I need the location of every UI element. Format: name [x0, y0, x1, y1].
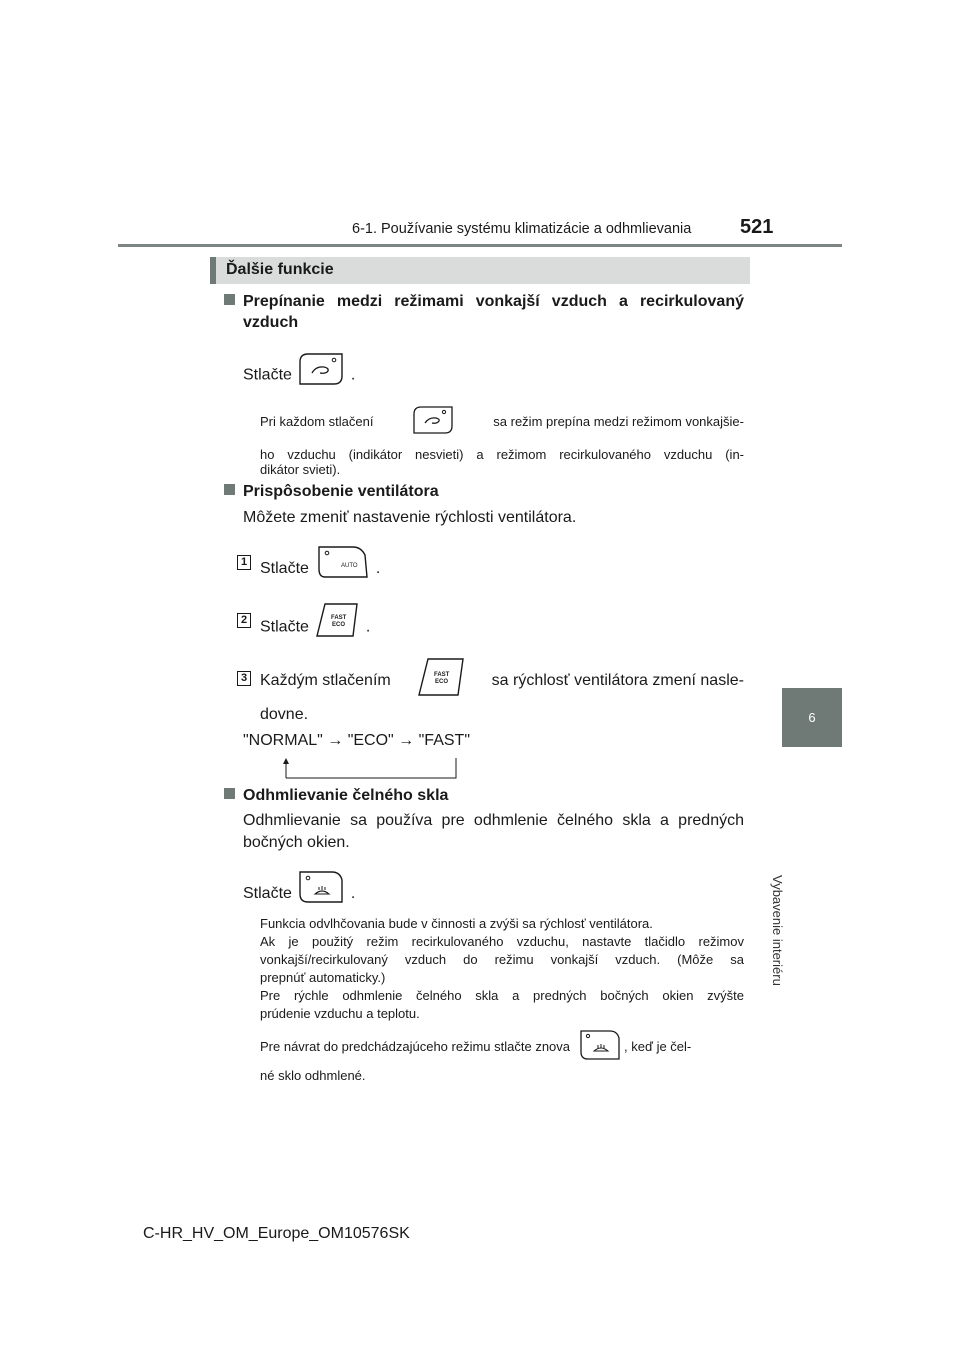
- defog-return-line1: Pre návrat do predchádzajúceho režimu stlačte znova , keď je čel-: [260, 1030, 744, 1064]
- step-3-line2: dovne.: [260, 706, 309, 723]
- defog-note-line: prúdenie vzduchu a teplotu.: [260, 1006, 420, 1021]
- recirc-press-line: Stlačte .: [243, 352, 355, 392]
- chapter-tab: 6: [782, 688, 842, 747]
- recirc-note-line3: dikátor svieti).: [260, 462, 341, 477]
- defog-body-line2: bočných okien.: [243, 834, 350, 851]
- fast-label: FAST: [331, 615, 347, 621]
- fan-sequence: "NORMAL" → "ECO" → "FAST": [243, 732, 470, 749]
- fan-intro: Môžete zmeniť nastavenie rýchlosti ventilátora.: [243, 509, 577, 526]
- recirculation-button-icon: [296, 352, 346, 399]
- document-footer: C-HR_HV_OM_Europe_OM10576SK: [143, 1225, 410, 1242]
- defroster-button-icon: [578, 1029, 622, 1066]
- section-header: [210, 257, 750, 284]
- defog-body-line1: Odhmlievanie sa používa pre odhmlenie čelného skla a predných: [243, 812, 744, 829]
- step-number: 1: [237, 555, 251, 570]
- step-number: 3: [237, 671, 251, 686]
- recirc-note-line1: Pri každom stlačení sa režim prepína medzi režimom vonkajšie-: [260, 406, 744, 438]
- chapter-title: 6-1. Používanie systému klimatizácie a odhmlievania: [352, 221, 692, 237]
- auto-button-icon: [313, 545, 371, 593]
- defog-note: [260, 915, 744, 1023]
- fan-heading: Prispôsobenie ventilátora: [224, 479, 439, 505]
- recirc-note-line2: ho vzduchu (indikátor nesvieti) a režimom recirkulovaného vzduchu (in-: [260, 447, 744, 462]
- defog-heading: Odhmlievanie čelného skla: [224, 783, 448, 809]
- defog-note-line: prepnúť automaticky.): [260, 970, 386, 985]
- defog-note-line: vonkajší/recirkulovaný vzduch do režimu vonkajší vzduch. (Môže sa: [260, 952, 744, 967]
- page-number: 521: [740, 216, 774, 238]
- sequence-loop-arrow-icon: [280, 756, 460, 785]
- defog-note-line: Pre rýchle odhmlenie čelného skla a predných bočných okien zvýšte: [260, 988, 744, 1003]
- step-2: Stlačte FAST ECO .: [260, 602, 370, 640]
- fast-label: FAST: [434, 672, 450, 678]
- defog-press-line: Stlačte .: [243, 870, 355, 906]
- recirculation-button-icon: [411, 405, 455, 440]
- step-3: Každým stlačením FAST ECO sa rýchlosť ventilátora zmení nasle-: [260, 661, 744, 701]
- defroster-button-icon: [296, 870, 346, 918]
- square-bullet-icon: [224, 788, 235, 799]
- auto-label: AUTO: [341, 563, 358, 569]
- recirc-heading-line2: vzduch: [243, 314, 299, 331]
- header-rule: [118, 244, 842, 247]
- defog-return-line2: né sklo odhmlené.: [260, 1068, 366, 1083]
- step-number: 2: [237, 613, 251, 628]
- section-title: Ďalšie funkcie: [226, 261, 334, 278]
- square-bullet-icon: [224, 484, 235, 495]
- fast-eco-button-icon: [415, 657, 467, 705]
- eco-label: ECO: [332, 622, 346, 628]
- square-bullet-icon: [224, 294, 235, 305]
- step-1: Stlačte AUTO .: [260, 545, 380, 581]
- defog-note-line: Funkcia odvlhčovania bude v činnosti a zvýši sa rýchlosť ventilátora.: [260, 916, 653, 931]
- eco-label: ECO: [435, 679, 449, 685]
- defog-note-line: Ak je použitý režim recirkulovaného vzduchu, nastavte tlačidlo režimov: [260, 934, 744, 949]
- fast-eco-button-icon: [313, 602, 361, 653]
- chapter-tab-label: Vybavenie interiéru: [770, 875, 785, 986]
- recirc-heading: Prepínanie medzi režimami vonkajší vzduch a recirkulovaný: [224, 289, 744, 315]
